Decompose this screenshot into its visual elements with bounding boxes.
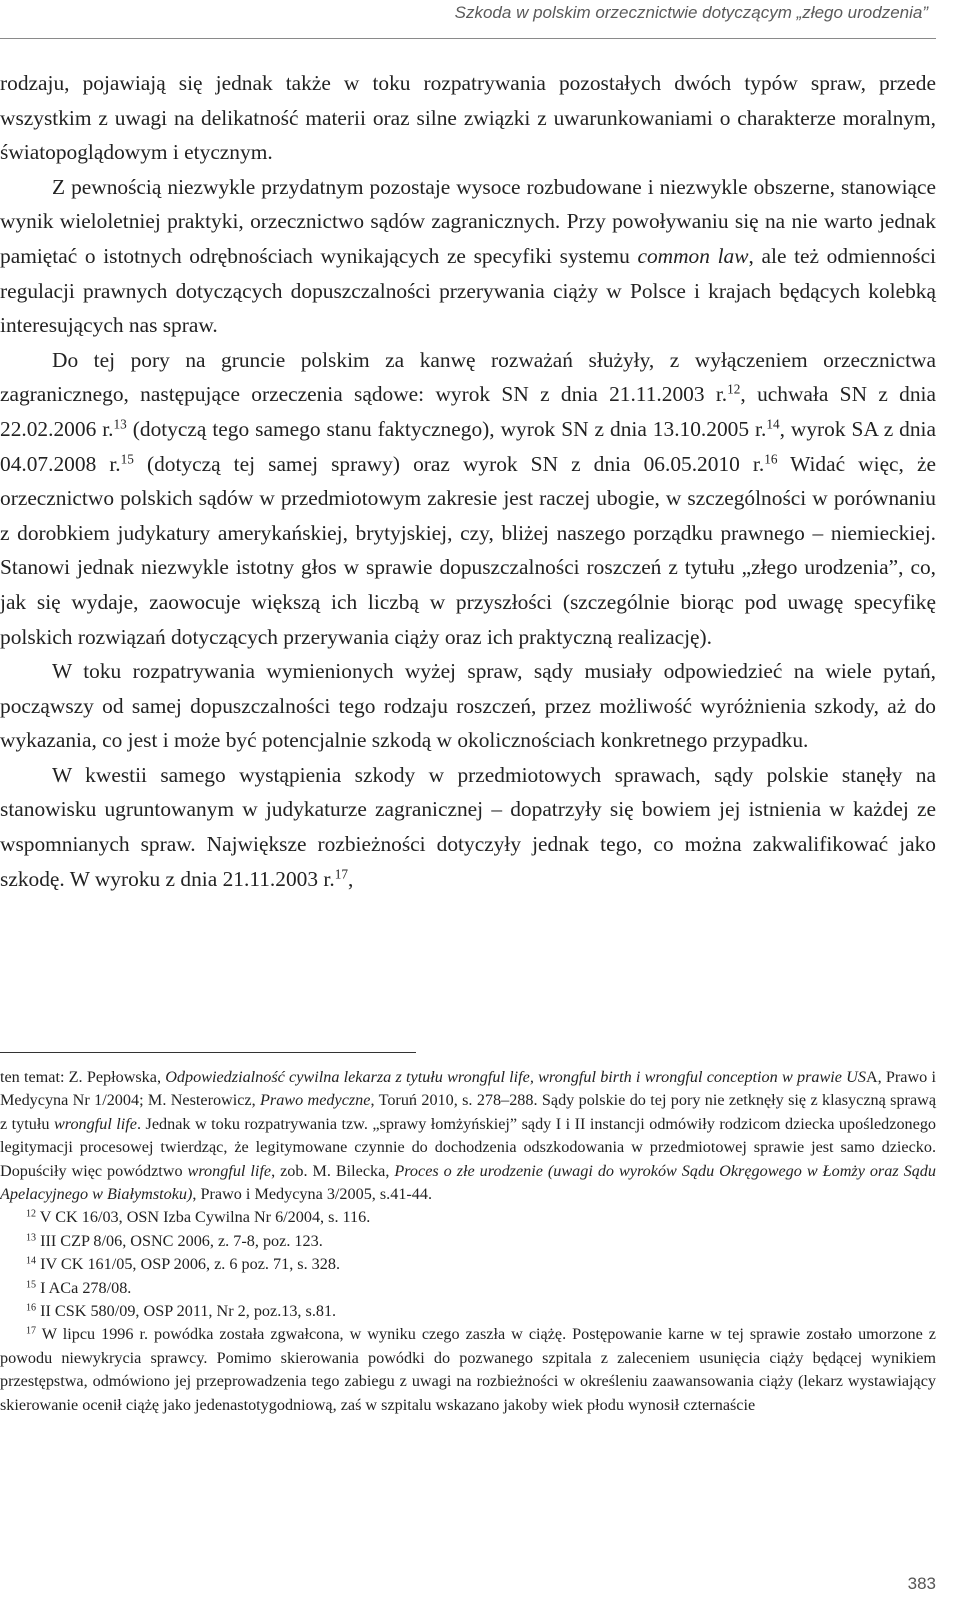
text-run: (dotyczą tej samej sprawy) oraz wyrok SN z dnia 06.05.2010 r. — [133, 451, 765, 476]
footnote-text: IV CK 161/05, OSP 2006, z. 6 poz. 71, s. 328. — [36, 1255, 341, 1274]
header-divider — [0, 38, 936, 39]
text-run: Do tej pory na gruncie polskim za kanwę rozważań służyły, z wyłączeniem orzecznictwa zagranicznego, następujące orzeczenia sądowe: wyrok SN z dnia 21.11.2003 r. — [0, 347, 936, 407]
footnote-number: 16 — [26, 1302, 37, 1314]
italic-term: common law — [637, 243, 749, 268]
text-run: W kwestii samego wystąpienia szkody w przedmiotowych sprawach, sądy polskie stanęły na stanowisku ugruntowanym w judykaturze zagranicznej – dopatrzyły się bowiem jej istnienia w każdej ze wspomnianych spraw. Największe rozbieżności dotyczyły jednak tego, co można zakwalifikować jako szkodę. W wyroku z dnia 21.11.2003 r. — [0, 762, 936, 891]
footnote-divider — [0, 1052, 416, 1053]
italic-title: Proces o złe urodzenie (uwagi do wyroków Sądu Okręgowego w Łomży oraz Sądu Apelacyjnego w Białymstoku) — [0, 1161, 936, 1204]
footnote-15 — [0, 1277, 936, 1300]
footnote-16 — [0, 1300, 936, 1323]
footnote-text: III CZP 8/06, OSNC 2006, z. 7-8, poz. 123. — [36, 1231, 323, 1250]
text-run: , uchwała SN z dnia 22.02.2006 r. — [0, 382, 936, 441]
text-run: , Prawo i Medycyna 3/2005, s.41-44. — [192, 1185, 433, 1204]
footnote-text: II CSK 580/09, OSP 2011, Nr 2, poz.13, s.81. — [36, 1302, 337, 1321]
text-run: rodzaju, pojawiają się jednak także w toku rozpatrywania pozostałych dwóch typów spraw, przede wszystkim z uwagi na delikatność materii oraz silne związki z uwarunkowaniami o charakterze moralnym, światopoglądowym i etycznym. — [0, 71, 936, 165]
footnote-17 — [0, 1323, 936, 1417]
footnote-ref[interactable]: 13 — [113, 416, 127, 432]
footnote-text: V CK 16/03, OSN Izba Cywilna Nr 6/2004, s. 116. — [36, 1208, 371, 1227]
footnote-12 — [0, 1206, 936, 1229]
text-run: Widać więc, że orzecznictwo polskich sądów w przedmiotowym zakresie jest raczej ubogie, w szczególności w porównaniu z dorobkiem judykatury amerykańskiej, brytyjskiej, czy, bliżej naszego porządku prawnego – niemieckiej. Stanowi jednak niezwykle istotny głos w sprawie dopuszczalności roszczeń z tytułu „złego urodzenia”, co, jak się wydaje, zaowocuje większą ich liczbą w przyszłości (szczególnie biorąc pod uwagę specyfikę polskich rozwiązań dotyczących przerywania ciąży oraz ich praktyczną realizację). — [0, 451, 936, 649]
footnote-ref[interactable]: 12 — [727, 382, 741, 398]
text-run: Z pewnością niezwykle przydatnym pozostaje wysoce rozbudowane i niezwykle obszerne, stanowiące wynik wieloletniej praktyki, orzecznictwo sądów zagranicznych. — [0, 174, 936, 234]
footnote-continued — [0, 1066, 936, 1206]
text-run: W toku rozpatrywania wymienionych wyżej spraw, sądy musiały odpowiedzieć na wiele pytań, począwszy od samej dopuszczalności tego rodzaju roszczeń, przez możliwość wyróżnienia szkody, aż do wykazania, co jest i może być potencjalnie szkodą w okolicznościach konkretnego przypadku. — [0, 659, 936, 753]
footnote-number: 17 — [26, 1325, 37, 1337]
footnote-ref[interactable]: 15 — [120, 451, 134, 467]
footnotes — [0, 1066, 936, 1417]
text-run: (dotyczą tego samego stanu faktycznego), wyrok SN z dnia 13.10.2005 r. — [126, 416, 767, 441]
footnote-text: I ACa 278/08. — [36, 1278, 132, 1297]
paragraph — [0, 654, 936, 758]
text-run: , ale też odmienności regulacji prawnych dotyczących dopuszczalności przerywania ciąży w Polsce i krajach będących kolebką interesujących nas spraw. — [0, 243, 937, 338]
footnote-number: 15 — [26, 1279, 37, 1291]
text-run: , wyrok SA z dnia 04.07.2008 r. — [0, 416, 936, 476]
page-number: 383 — [907, 1574, 936, 1593]
footnote-13 — [0, 1230, 936, 1253]
footnote-ref[interactable]: 17 — [334, 866, 348, 882]
text-run: . Jednak w toku rozpatrywania tzw. „sprawy łomżyńskiej” sądy I i II instancji odmówiły rodzicom dziecka upośledzonego legitymacji procesowej twierdząc, że legitymowane czynnie do dochodzenia odszkodowania w przedmiotowej sprawie jest samo dziecko. Dopuściły więc powództwo — [0, 1114, 937, 1180]
footnote-text: W lipcu 1996 r. powódka została zgwałcona, w wyniku czego zaszła w ciążę. Postępowanie karne w tej sprawie zostało umorzone z powodu niewykrycia sprawcy. Pomimo skierowania powódki do pozwanego szpitala z zaleceniem usunięcia ciąży będącej wynikiem przestępstwa, odmówiono jej przeprowadzenia tego zabiegu z uwagi na rozbieżności w określeniu zaawansowania ciąży (lekarz wystawiający skierowanie ocenił ciążę jako jedenastotygodniową, zaś w szpitalu wskazano jakoby wiek płodu wynosił czternaście — [0, 1325, 936, 1414]
italic-term: wrongful life — [187, 1161, 272, 1180]
main-text — [0, 66, 936, 896]
italic-term: wrongful life — [53, 1114, 137, 1133]
footnote-ref[interactable]: 14 — [766, 416, 780, 432]
running-header: Szkoda w polskim orzecznictwie dotyczącym „złego urodzenia” — [454, 3, 928, 22]
text-run: Przy powoływaniu się na nie warto jednak pamiętać o istotnych odrębnościach wynikających ze specyfiki systemu — [0, 209, 936, 268]
italic-title: Odpowiedzialność cywilna lekarza z tytułu wrongful life, wrongful birth i wrongful conception w prawie US — [165, 1068, 866, 1086]
footnote-number: 13 — [26, 1232, 37, 1244]
italic-title: Prawo medyczne — [260, 1091, 371, 1110]
text-run: A, Prawo i Medycyna Nr 1/2004; M. Nesterowicz, — [0, 1068, 936, 1110]
paragraph — [0, 758, 936, 896]
footnote-number: 14 — [26, 1255, 37, 1267]
paragraph — [0, 343, 936, 654]
paragraph-continued — [0, 66, 936, 170]
footnote-14 — [0, 1253, 936, 1276]
text-run: ten temat: Z. Pepłowska, — [0, 1068, 166, 1086]
footnote-ref[interactable]: 16 — [764, 451, 778, 467]
footnote-number: 12 — [26, 1208, 37, 1220]
text-run: , — [347, 866, 354, 891]
paragraph — [0, 170, 936, 343]
text-run: , zob. M. Bilecka, — [271, 1161, 395, 1180]
text-run: , Toruń 2010, s. 278–288. Sądy polskie do tej pory nie zetknęły się z klasyczną sprawą z tytułu — [0, 1091, 936, 1133]
